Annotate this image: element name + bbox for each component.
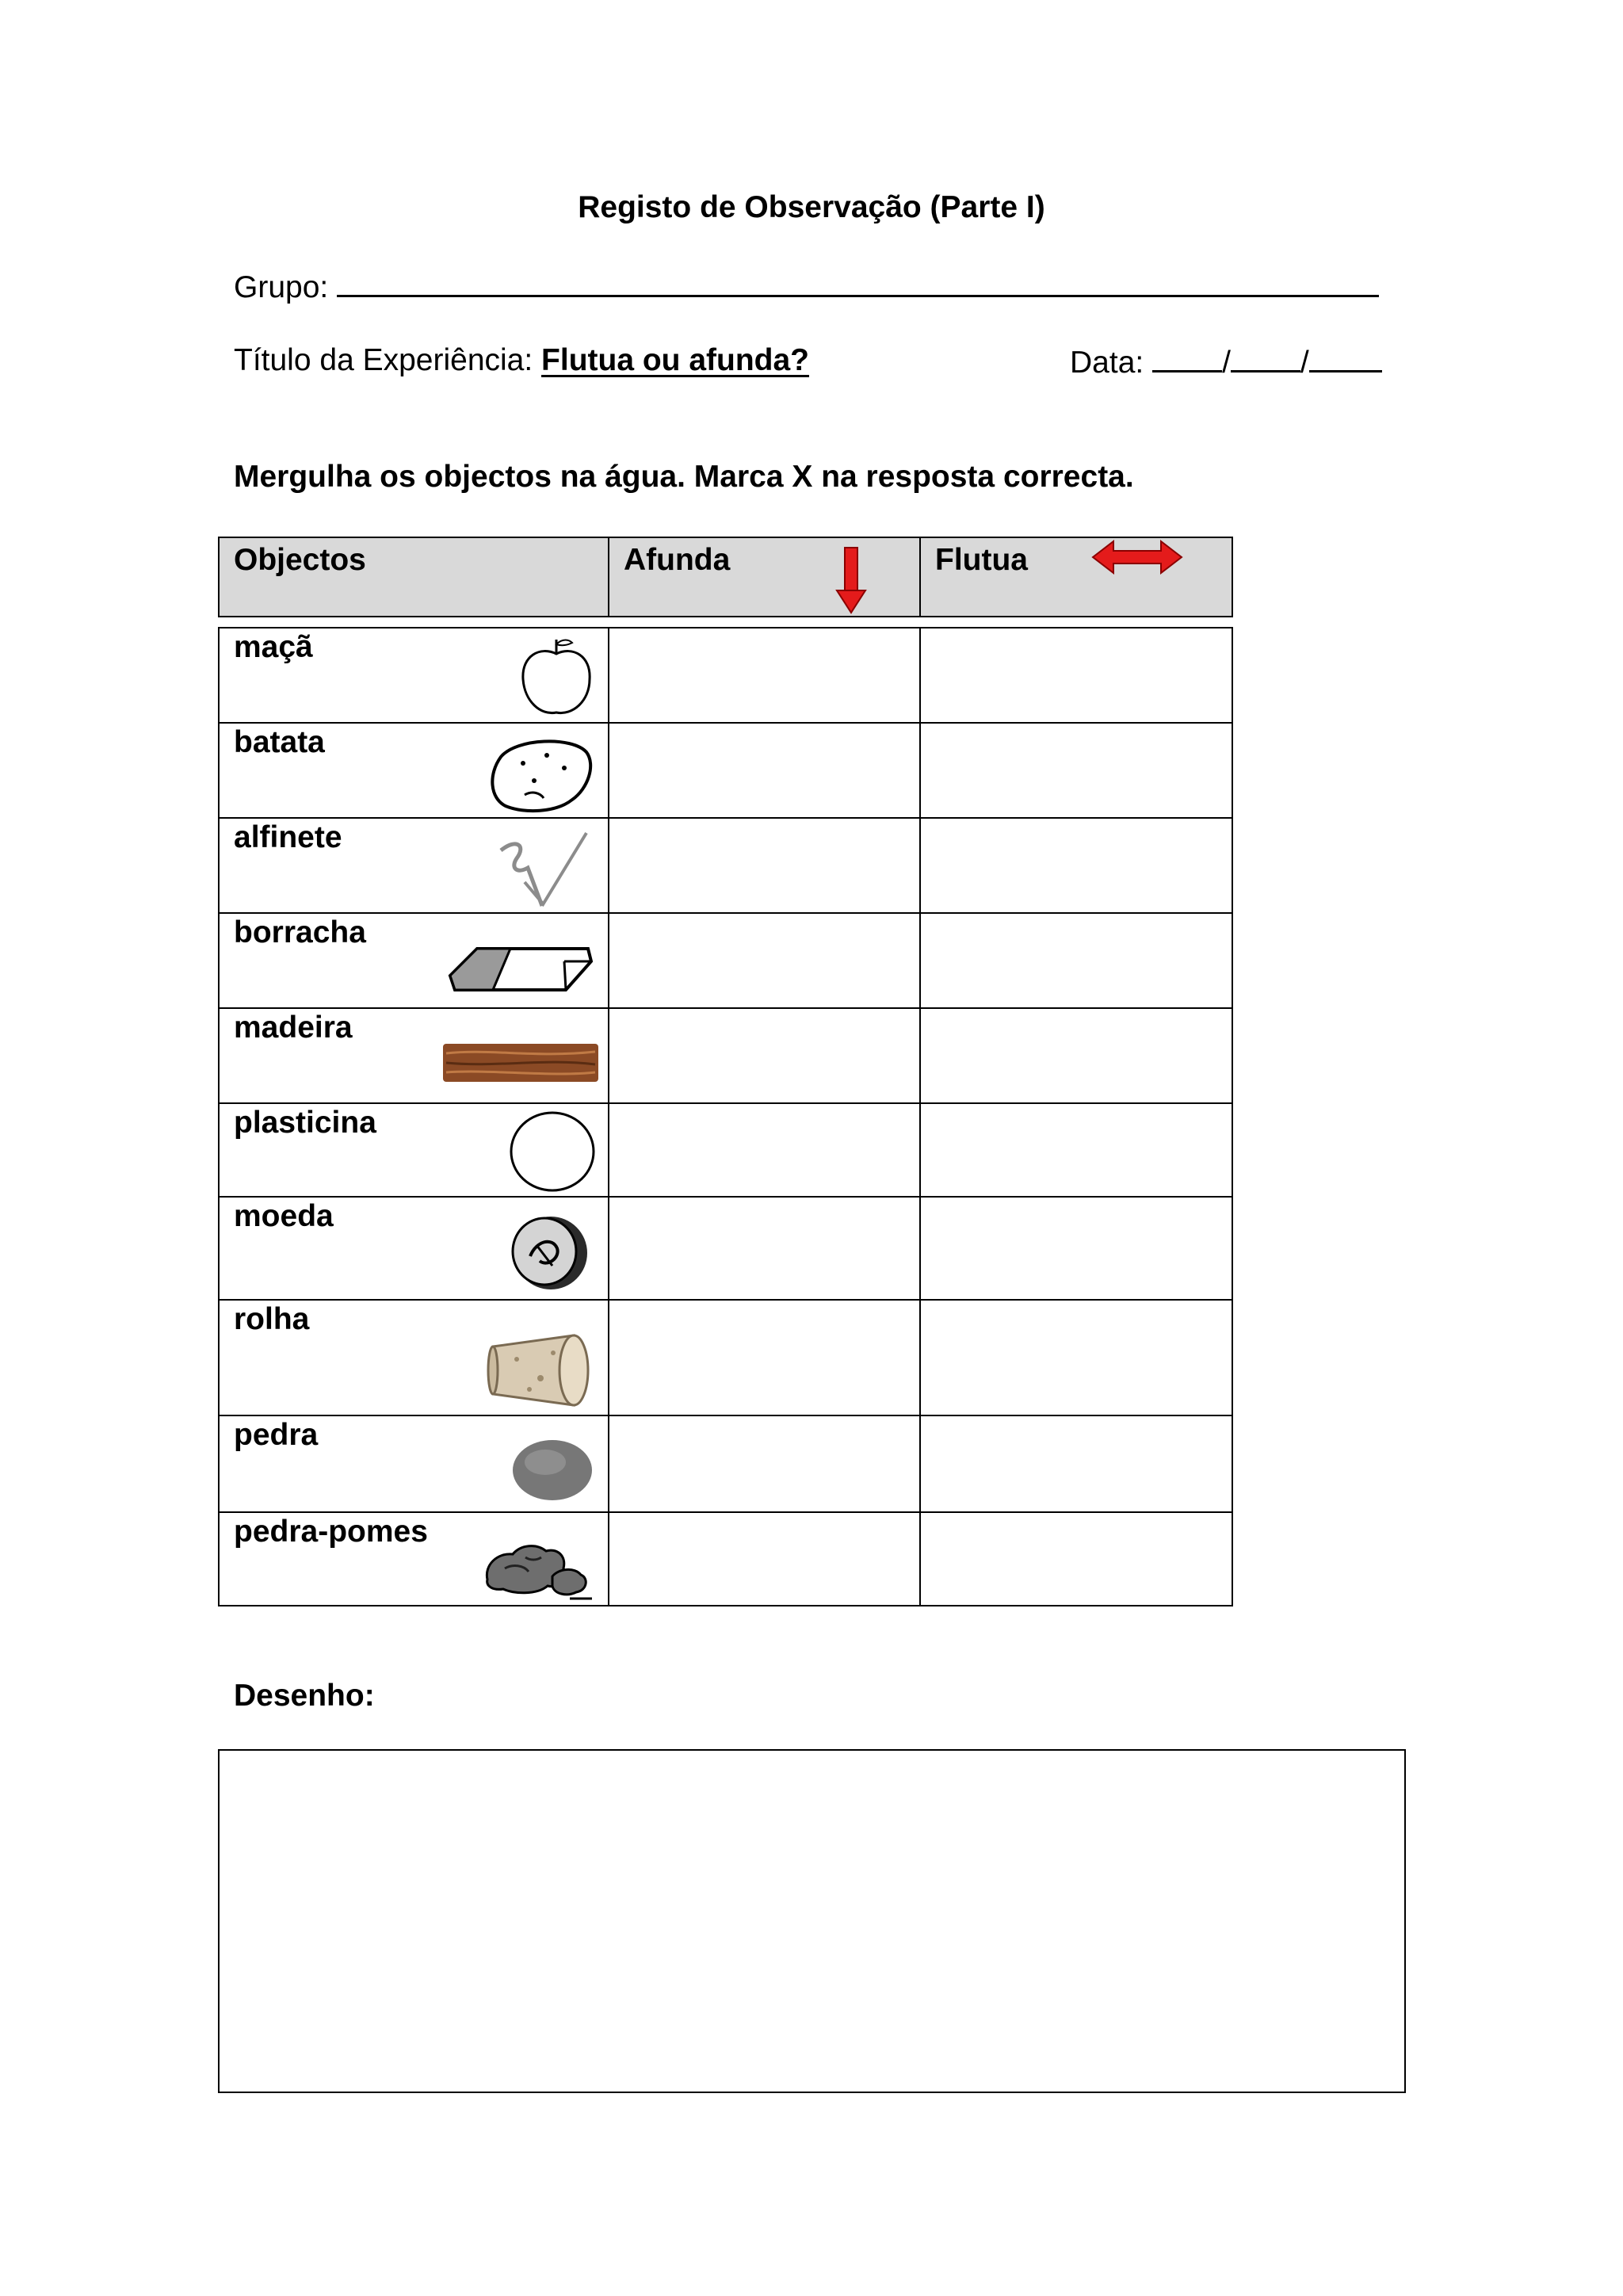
header-label: Flutua <box>935 543 1028 577</box>
header-label: Objectos <box>234 543 366 577</box>
flutua-checkbox[interactable] <box>919 1007 1233 1104</box>
wood-icon <box>441 1041 600 1087</box>
header-objectos <box>218 537 609 617</box>
coin-icon <box>505 1209 592 1296</box>
object-label: madeira <box>234 1010 353 1045</box>
header-label: Afunda <box>624 543 731 577</box>
date-separator: / <box>1222 346 1231 380</box>
afunda-checkbox[interactable] <box>608 627 921 724</box>
object-label: alfinete <box>234 820 342 854</box>
flutua-checkbox[interactable] <box>919 722 1233 819</box>
date-label: Data: <box>1070 346 1144 380</box>
object-label: moeda <box>234 1199 334 1233</box>
afunda-checkbox[interactable] <box>608 817 921 914</box>
cork-icon <box>485 1331 596 1410</box>
object-label: pedra <box>234 1418 319 1452</box>
afunda-checkbox[interactable] <box>608 1102 921 1198</box>
arrow-down-icon <box>835 546 867 614</box>
afunda-checkbox[interactable] <box>608 722 921 819</box>
object-cell <box>218 1007 609 1104</box>
flutua-checkbox[interactable] <box>919 1299 1233 1416</box>
object-cell <box>218 1102 609 1198</box>
pumice-icon <box>481 1537 596 1602</box>
object-label: plasticina <box>234 1106 376 1140</box>
instruction-text: Mergulha os objectos na água. Marca X na resposta correcta. <box>234 460 1134 494</box>
date-day-field[interactable] <box>1152 343 1222 372</box>
group-line <box>234 268 1379 305</box>
object-cell <box>218 722 609 819</box>
drawing-label: Desenho: <box>234 1679 375 1713</box>
object-label: pedra-pomes <box>234 1515 428 1549</box>
afunda-checkbox[interactable] <box>608 1196 921 1301</box>
page-title: Registo de Observação (Parte I) <box>578 190 1045 224</box>
experiment-line <box>234 343 809 378</box>
header-flutua <box>919 537 1233 617</box>
group-field[interactable] <box>337 268 1379 297</box>
flutua-checkbox[interactable] <box>919 1511 1233 1606</box>
object-label: batata <box>234 725 325 759</box>
eraser-icon <box>445 938 596 1001</box>
object-cell <box>218 912 609 1009</box>
object-label: borracha <box>234 915 366 949</box>
object-label: rolha <box>234 1302 310 1336</box>
flutua-checkbox[interactable] <box>919 1102 1233 1198</box>
arrow-left-right-icon <box>1091 538 1183 576</box>
header-afunda <box>608 537 921 617</box>
afunda-checkbox[interactable] <box>608 912 921 1009</box>
object-cell <box>218 1299 609 1416</box>
date-month-field[interactable] <box>1231 343 1300 372</box>
afunda-checkbox[interactable] <box>608 1007 921 1104</box>
experiment-title: Flutua ou afunda? <box>541 343 810 377</box>
plasticine-icon <box>509 1110 596 1193</box>
afunda-checkbox[interactable] <box>608 1415 921 1513</box>
stone-icon <box>509 1435 596 1503</box>
flutua-checkbox[interactable] <box>919 912 1233 1009</box>
object-label: maçã <box>234 630 313 664</box>
pin-icon <box>493 827 596 914</box>
afunda-checkbox[interactable] <box>608 1299 921 1416</box>
flutua-checkbox[interactable] <box>919 1415 1233 1513</box>
afunda-checkbox[interactable] <box>608 1511 921 1606</box>
flutua-checkbox[interactable] <box>919 1196 1233 1301</box>
group-label: Grupo: <box>234 270 329 304</box>
object-cell <box>218 1415 609 1513</box>
drawing-area[interactable] <box>218 1749 1406 2093</box>
object-cell <box>218 1511 609 1606</box>
object-cell <box>218 817 609 914</box>
potato-icon <box>485 733 596 817</box>
object-cell <box>218 1196 609 1301</box>
date-separator: / <box>1300 346 1309 380</box>
experiment-label: Título da Experiência: <box>234 343 533 377</box>
date-line <box>1070 343 1382 380</box>
flutua-checkbox[interactable] <box>919 817 1233 914</box>
date-year-field[interactable] <box>1309 343 1382 372</box>
flutua-checkbox[interactable] <box>919 627 1233 724</box>
object-cell <box>218 627 609 724</box>
apple-icon <box>517 635 596 719</box>
